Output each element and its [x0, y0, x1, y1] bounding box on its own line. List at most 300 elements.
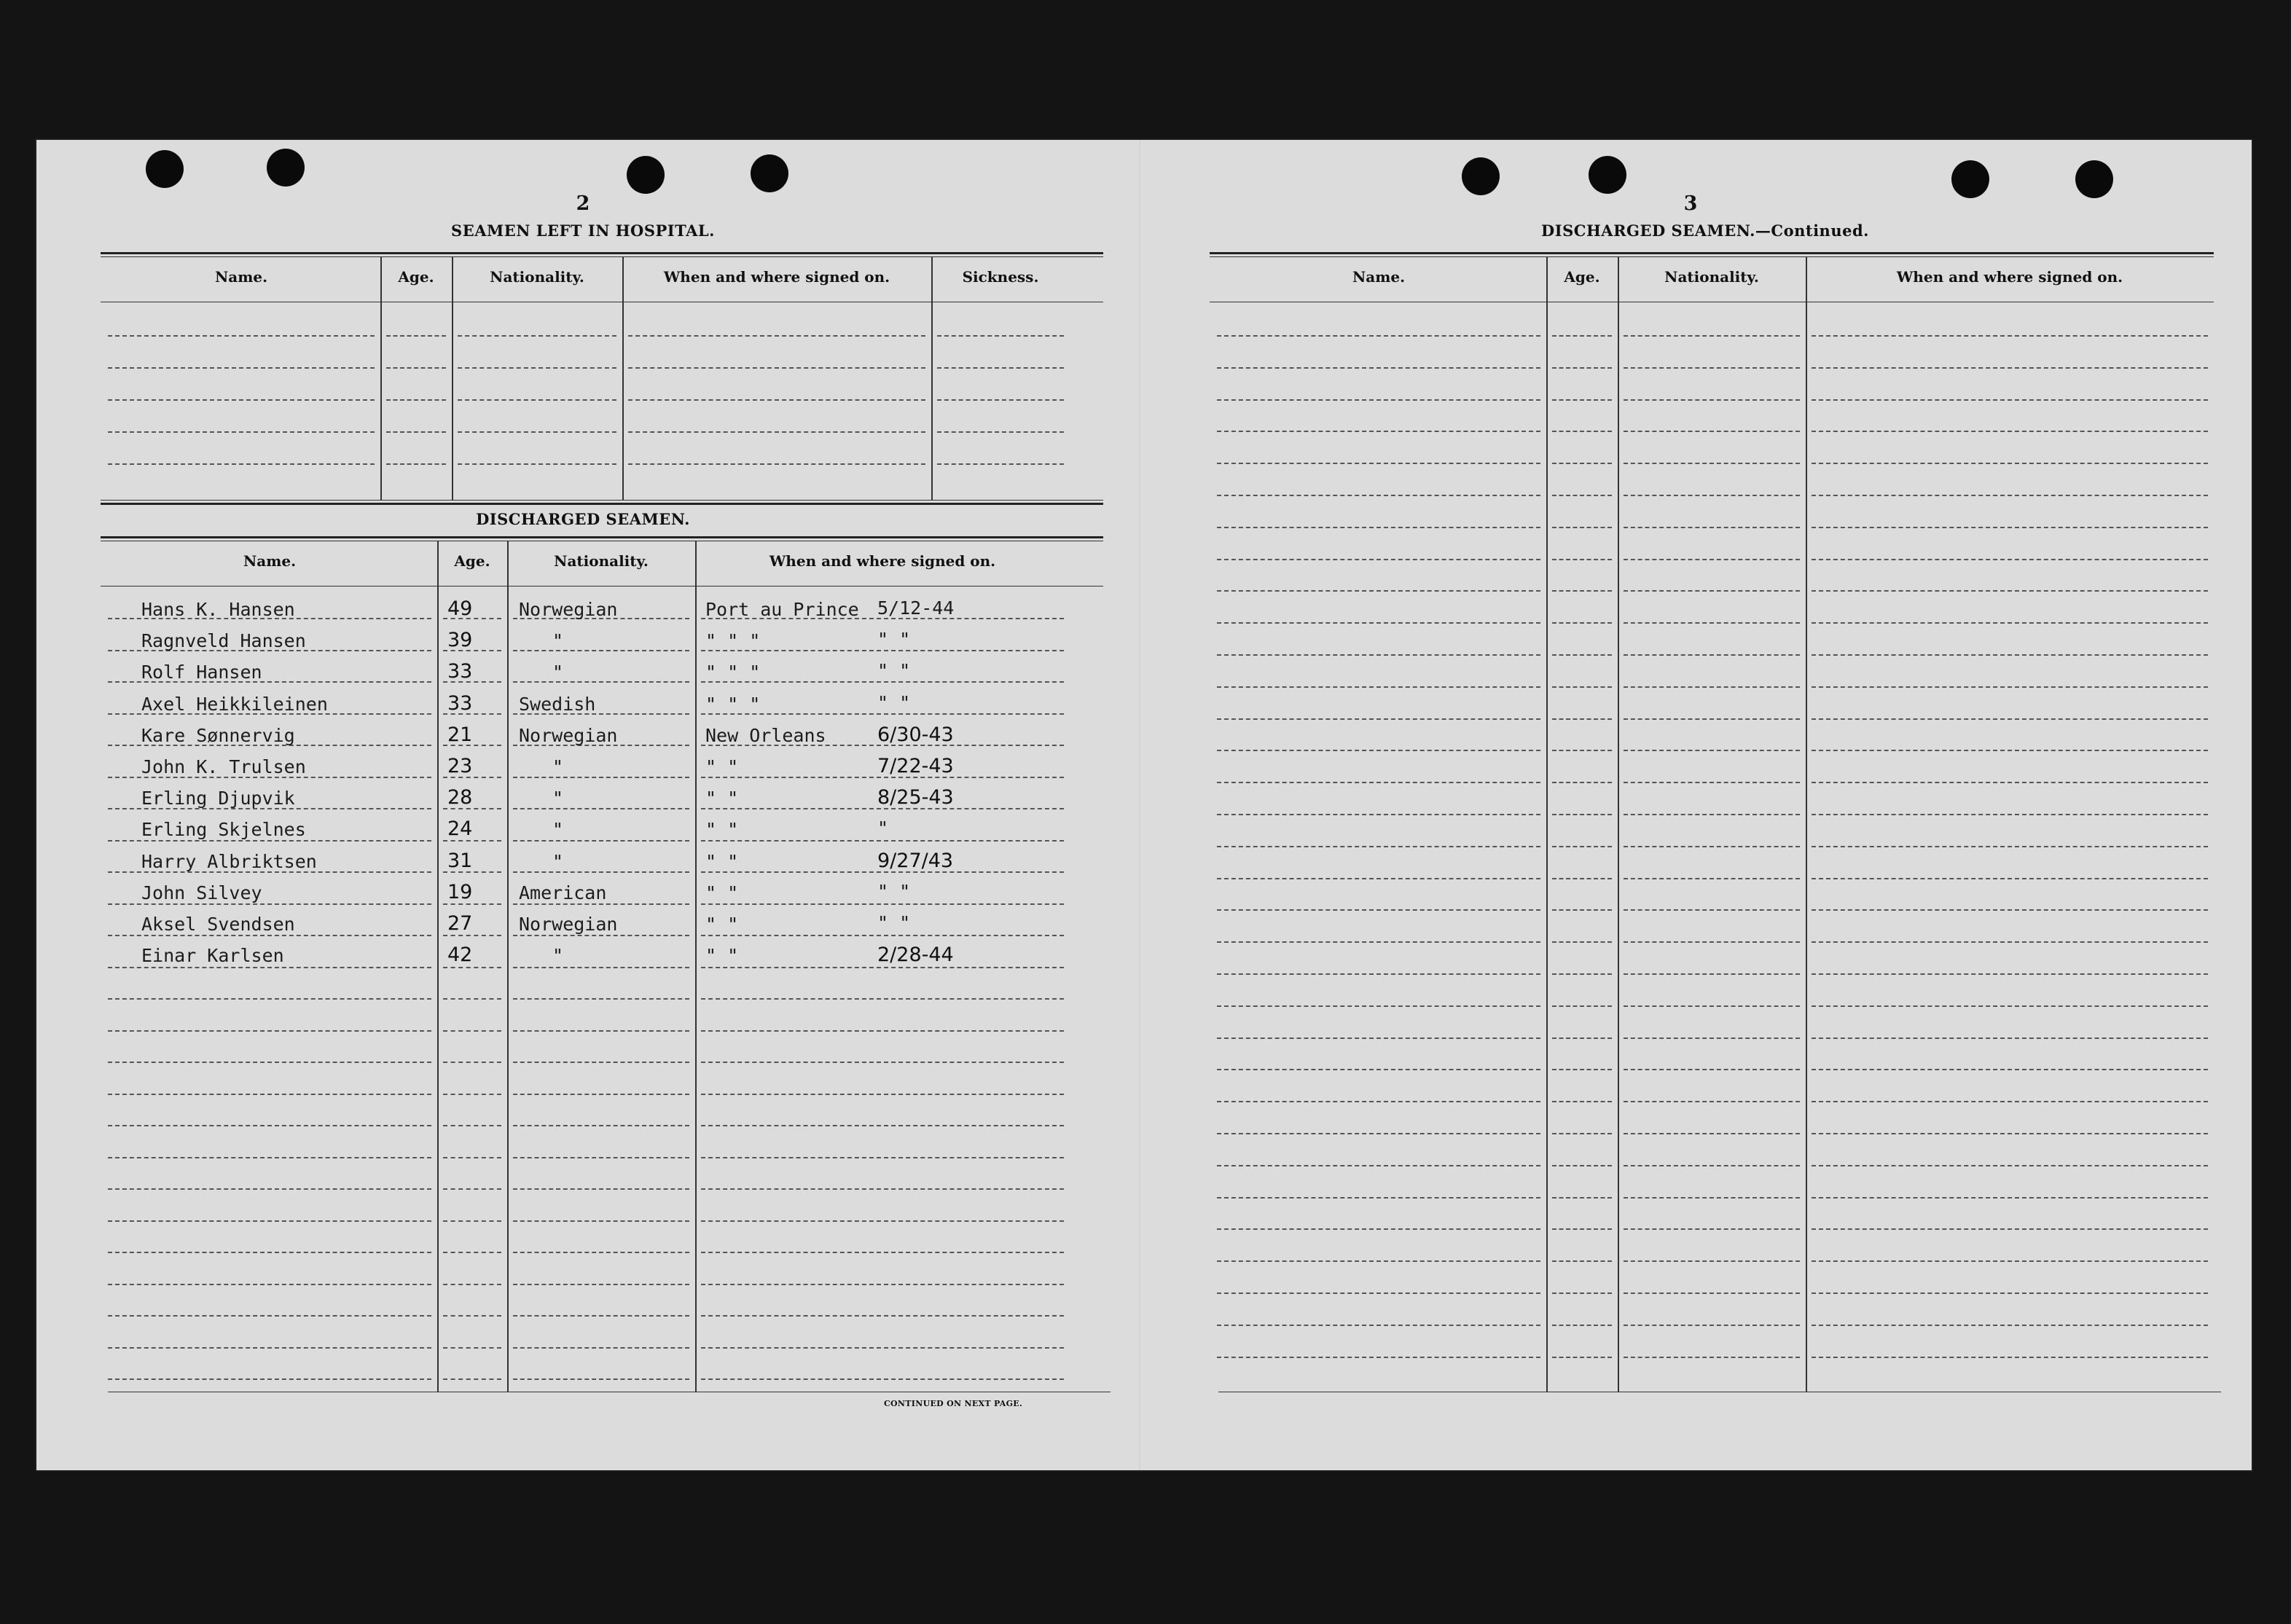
signed-on-place: " " ": [705, 662, 761, 683]
discharged-ruled-line: [108, 840, 431, 842]
right-ruled-line: [1552, 1101, 1612, 1102]
right-ruled-line: [1624, 654, 1800, 656]
discharged-ruled-line: [513, 650, 689, 651]
seaman-nationality: American: [519, 882, 607, 903]
right-ruled-line: [1552, 654, 1612, 656]
discharged-ruled-line: [513, 935, 689, 936]
seaman-name: Ragnveld Hansen: [141, 630, 306, 651]
rule: [1210, 256, 2214, 257]
hospital-ruled-line: [937, 335, 1064, 337]
right-ruled-line: [1812, 1197, 2208, 1199]
right-ruled-line: [1217, 782, 1540, 783]
discharged-ruled-line: [701, 1220, 1064, 1222]
right-ruled-line: [1552, 973, 1612, 975]
punch-hole: [1462, 157, 1500, 195]
discharged-ruled-line: [108, 967, 431, 968]
right-ruled-line: [1552, 527, 1612, 528]
hospital-ruled-line: [386, 463, 446, 465]
hospital-ruled-line: [108, 399, 375, 401]
right-ruled-line: [1217, 1325, 1540, 1326]
right-ruled-line: [1624, 367, 1800, 369]
right-ruled-line: [1624, 1037, 1800, 1039]
right-ruled-line: [1552, 1165, 1612, 1166]
discharged-ruled-line: [701, 935, 1064, 936]
signed-on-place: " ": [705, 945, 739, 966]
rule: [101, 500, 1103, 501]
right-ruled-line: [1624, 941, 1800, 943]
discharged-ruled-line: [443, 1062, 501, 1063]
discharged-ruled-line: [513, 1347, 689, 1349]
discharged-ruled-line: [701, 903, 1064, 905]
discharged-ruled-line: [701, 1125, 1064, 1126]
right-ruled-line: [1217, 495, 1540, 496]
hospital-column-header: Age.: [398, 268, 434, 286]
seaman-name: Aksel Svendsen: [141, 914, 295, 935]
discharged-ruled-line: [701, 840, 1064, 842]
right-ruled-line: [1624, 590, 1800, 592]
right-column-header: Age.: [1564, 268, 1600, 286]
discharged-ruled-line: [701, 1347, 1064, 1349]
right-ruled-line: [1812, 590, 2208, 592]
right-ruled-line: [1624, 846, 1800, 847]
right-ruled-line: [1812, 1165, 2208, 1166]
punch-hole: [2075, 160, 2113, 198]
signed-on-place: " ": [705, 788, 739, 809]
seaman-age: 27: [447, 912, 473, 935]
right-ruled-line: [1624, 878, 1800, 879]
discharged-ruled-line: [513, 1284, 689, 1285]
right-ruled-line: [1217, 559, 1540, 560]
right-ruled-line: [1812, 431, 2208, 432]
discharged-ruled-line: [443, 967, 501, 968]
right-ruled-line: [1624, 495, 1800, 496]
right-ruled-line: [1552, 846, 1612, 847]
right-ruled-line: [1624, 335, 1800, 337]
right-ruled-line: [1552, 1325, 1612, 1326]
discharged-column-header: Name.: [243, 552, 297, 570]
rule: [1210, 252, 2214, 254]
discharged-ruled-line: [108, 1378, 431, 1380]
discharged-ruled-line: [108, 1252, 431, 1253]
discharged-ruled-line: [513, 1252, 689, 1253]
right-ruled-line: [1812, 367, 2208, 369]
right-page-number: 3: [1683, 192, 1698, 215]
right-ruled-line: [1624, 686, 1800, 688]
signed-on-place: " ": [705, 756, 739, 777]
right-ruled-line: [1812, 495, 2208, 496]
rule: [101, 536, 1103, 538]
hospital-column-divider: [931, 256, 933, 500]
discharged-column-divider: [695, 541, 697, 1392]
signed-on-place: " ": [705, 819, 739, 840]
signed-on-place: " ": [705, 851, 739, 872]
signed-on-date: " ": [877, 660, 911, 681]
right-column-divider: [1546, 256, 1548, 1392]
signed-on-date: 7/22-43: [877, 755, 954, 777]
right-ruled-line: [1624, 1005, 1800, 1007]
discharged-ruled-line: [513, 967, 689, 968]
right-ruled-line: [1812, 559, 2208, 560]
discharged-ruled-line: [701, 1188, 1064, 1190]
right-ruled-line: [1812, 814, 2208, 815]
right-ruled-line: [1812, 878, 2208, 879]
seaman-age: 42: [447, 944, 473, 966]
right-ruled-line: [1552, 431, 1612, 432]
discharged-ruled-line: [108, 1094, 431, 1095]
rule: [101, 586, 1103, 587]
discharged-ruled-line: [513, 840, 689, 842]
hospital-ruled-line: [628, 463, 925, 465]
right-ruled-line: [1812, 1037, 2208, 1039]
discharged-ruled-line: [701, 967, 1064, 968]
rule: [101, 256, 1103, 257]
discharged-ruled-line: [513, 1188, 689, 1190]
right-ruled-line: [1624, 973, 1800, 975]
hospital-ruled-line: [937, 463, 1064, 465]
hospital-ruled-line: [458, 367, 616, 369]
punch-hole: [267, 149, 305, 187]
discharged-ruled-line: [443, 1378, 501, 1380]
hospital-ruled-line: [458, 431, 616, 433]
right-ruled-line: [1217, 1357, 1540, 1358]
right-ruled-line: [1552, 878, 1612, 879]
right-ruled-line: [1217, 463, 1540, 464]
continued-note: CONTINUED ON NEXT PAGE.: [884, 1399, 1023, 1408]
right-ruled-line: [1552, 782, 1612, 783]
right-ruled-line: [1217, 973, 1540, 975]
right-ruled-line: [1217, 1197, 1540, 1199]
signed-on-date: " ": [877, 629, 911, 650]
seaman-age: 31: [447, 850, 473, 872]
right-ruled-line: [1217, 1005, 1540, 1007]
right-ruled-line: [1812, 1228, 2208, 1230]
right-ruled-line: [1552, 1292, 1612, 1294]
discharged-ruled-line: [108, 1062, 431, 1063]
right-ruled-line: [1624, 559, 1800, 560]
hospital-section-title: SEAMEN LEFT IN HOSPITAL.: [451, 221, 715, 240]
discharged-ruled-line: [108, 903, 431, 905]
hospital-ruled-line: [628, 335, 925, 337]
right-ruled-line: [1624, 1325, 1800, 1326]
right-ruled-line: [1552, 1260, 1612, 1262]
hospital-column-header: Nationality.: [490, 268, 584, 286]
right-ruled-line: [1812, 654, 2208, 656]
right-section-title: DISCHARGED SEAMEN.—Continued.: [1541, 221, 1869, 240]
seaman-nationality: Norwegian: [519, 599, 618, 620]
right-ruled-line: [1812, 1357, 2208, 1358]
discharged-ruled-line: [513, 998, 689, 1000]
seaman-name: Einar Karlsen: [141, 945, 284, 966]
right-ruled-line: [1624, 1197, 1800, 1199]
right-ruled-line: [1217, 654, 1540, 656]
discharged-ruled-line: [701, 1094, 1064, 1095]
discharged-ruled-line: [108, 1157, 431, 1158]
discharged-ruled-line: [513, 1157, 689, 1158]
right-column-divider: [1806, 256, 1807, 1392]
discharged-ruled-line: [513, 1094, 689, 1095]
seaman-age: 33: [447, 660, 473, 683]
signed-on-date: 9/27/43: [877, 850, 954, 872]
right-ruled-line: [1624, 814, 1800, 815]
discharged-ruled-line: [701, 1252, 1064, 1253]
seaman-nationality: Norwegian: [519, 725, 618, 746]
right-column-header: When and where signed on.: [1896, 268, 2123, 286]
seaman-nationality: Norwegian: [519, 914, 618, 935]
seaman-name: Erling Skjelnes: [141, 819, 306, 840]
hospital-column-header: Sickness.: [962, 268, 1039, 286]
right-ruled-line: [1812, 527, 2208, 528]
hospital-ruled-line: [458, 463, 616, 465]
discharged-ruled-line: [108, 1284, 431, 1285]
seaman-name: Kare Sønnervig: [141, 725, 295, 746]
discharged-ruled-line: [443, 1030, 501, 1032]
seaman-name: Axel Heikkileinen: [141, 694, 328, 715]
right-ruled-line: [1812, 782, 2208, 783]
discharged-ruled-line: [701, 1062, 1064, 1063]
right-ruled-line: [1624, 718, 1800, 720]
discharged-ruled-line: [701, 1157, 1064, 1158]
ledger-sheet: [35, 138, 2253, 1472]
seaman-age: 19: [447, 881, 473, 903]
right-ruled-line: [1217, 1037, 1540, 1039]
hospital-ruled-line: [628, 367, 925, 369]
discharged-ruled-line: [108, 1220, 431, 1222]
right-ruled-line: [1217, 1101, 1540, 1102]
discharged-ruled-line: [513, 1378, 689, 1380]
rule: [101, 503, 1103, 505]
right-ruled-line: [1552, 1069, 1612, 1070]
seaman-nationality: Swedish: [519, 694, 596, 715]
right-column-divider: [1618, 256, 1619, 1392]
discharged-ruled-line: [108, 1188, 431, 1190]
hospital-ruled-line: [386, 399, 446, 401]
hospital-ruled-line: [386, 431, 446, 433]
right-ruled-line: [1812, 1005, 2208, 1007]
right-ruled-line: [1812, 463, 2208, 464]
seaman-age: 49: [447, 597, 473, 620]
discharged-ruled-line: [513, 1125, 689, 1126]
seaman-age: 23: [447, 755, 473, 777]
discharged-ruled-line: [513, 808, 689, 809]
right-ruled-line: [1217, 814, 1540, 815]
right-ruled-line: [1552, 1197, 1612, 1199]
discharged-column-header: When and where signed on.: [769, 552, 996, 570]
discharged-column-header: Age.: [454, 552, 490, 570]
signed-on-place: New Orleans: [705, 725, 826, 746]
right-ruled-line: [1624, 527, 1800, 528]
right-ruled-line: [1217, 686, 1540, 688]
seaman-age: 21: [447, 723, 473, 746]
discharged-ruled-line: [701, 1378, 1064, 1380]
right-ruled-line: [1812, 750, 2208, 751]
right-ruled-line: [1812, 1292, 2208, 1294]
right-ruled-line: [1812, 846, 2208, 847]
right-ruled-line: [1552, 335, 1612, 337]
right-ruled-line: [1624, 909, 1800, 911]
hospital-ruled-line: [628, 431, 925, 433]
discharged-ruled-line: [513, 777, 689, 778]
seaman-age: 28: [447, 786, 473, 809]
right-ruled-line: [1552, 1037, 1612, 1039]
discharged-ruled-line: [443, 903, 501, 905]
right-ruled-line: [1812, 1133, 2208, 1134]
discharged-ruled-line: [701, 998, 1064, 1000]
right-ruled-line: [1624, 750, 1800, 751]
right-ruled-line: [1552, 463, 1612, 464]
signed-on-date: 8/25-43: [877, 786, 954, 809]
signed-on-date: " ": [877, 692, 911, 713]
seaman-nationality: ": [552, 788, 564, 809]
right-ruled-line: [1624, 1228, 1800, 1230]
discharged-ruled-line: [701, 1315, 1064, 1317]
right-ruled-line: [1624, 1260, 1800, 1262]
hospital-column-divider: [380, 256, 382, 500]
right-ruled-line: [1624, 399, 1800, 401]
hospital-ruled-line: [108, 367, 375, 369]
discharged-ruled-line: [443, 1220, 501, 1222]
right-ruled-line: [1552, 1133, 1612, 1134]
right-ruled-line: [1812, 399, 2208, 401]
right-ruled-line: [1624, 431, 1800, 432]
right-ruled-line: [1552, 367, 1612, 369]
right-ruled-line: [1624, 782, 1800, 783]
signed-on-date: 2/28-44: [877, 944, 954, 966]
seaman-name: Hans K. Hansen: [141, 599, 295, 620]
seaman-nationality: ": [552, 851, 564, 872]
right-ruled-line: [1552, 941, 1612, 943]
punch-hole: [751, 154, 788, 192]
discharged-ruled-line: [108, 1125, 431, 1126]
right-ruled-line: [1552, 590, 1612, 592]
right-ruled-line: [1812, 622, 2208, 624]
discharged-ruled-line: [108, 1347, 431, 1349]
right-ruled-line: [1217, 1069, 1540, 1070]
seaman-name: John Silvey: [141, 882, 262, 903]
right-ruled-line: [1552, 495, 1612, 496]
right-ruled-line: [1552, 1228, 1612, 1230]
right-ruled-line: [1624, 1357, 1800, 1358]
discharged-ruled-line: [513, 1315, 689, 1317]
right-ruled-line: [1552, 718, 1612, 720]
discharged-column-divider: [437, 541, 439, 1392]
discharged-ruled-line: [108, 935, 431, 936]
right-ruled-line: [1552, 750, 1612, 751]
seaman-nationality: ": [552, 756, 564, 777]
right-ruled-line: [1217, 846, 1540, 847]
discharged-ruled-line: [443, 1157, 501, 1158]
right-ruled-line: [1217, 399, 1540, 401]
discharged-ruled-line: [443, 1188, 501, 1190]
discharged-ruled-line: [443, 1315, 501, 1317]
hospital-ruled-line: [108, 431, 375, 433]
punch-hole: [1951, 160, 1989, 198]
signed-on-place: " " ": [705, 694, 761, 715]
right-ruled-line: [1624, 622, 1800, 624]
right-ruled-line: [1812, 1069, 2208, 1070]
right-ruled-line: [1552, 559, 1612, 560]
hospital-ruled-line: [628, 399, 925, 401]
seaman-age: 39: [447, 629, 473, 651]
seaman-nationality: ": [552, 945, 564, 966]
discharged-ruled-line: [443, 998, 501, 1000]
discharged-ruled-line: [443, 840, 501, 842]
discharged-ruled-line: [513, 1062, 689, 1063]
punch-hole: [627, 156, 665, 194]
discharged-ruled-line: [513, 681, 689, 683]
right-ruled-line: [1552, 814, 1612, 815]
seaman-name: Rolf Hansen: [141, 662, 262, 683]
right-column-header: Name.: [1352, 268, 1406, 286]
right-ruled-line: [1812, 973, 2208, 975]
right-ruled-line: [1624, 463, 1800, 464]
hospital-ruled-line: [937, 367, 1064, 369]
hospital-ruled-line: [108, 463, 375, 465]
discharged-ruled-line: [513, 903, 689, 905]
right-ruled-line: [1552, 686, 1612, 688]
punch-hole: [146, 150, 184, 188]
discharged-section-title: DISCHARGED SEAMEN.: [476, 510, 690, 528]
right-ruled-line: [1812, 941, 2208, 943]
hospital-ruled-line: [458, 335, 616, 337]
right-ruled-line: [1552, 909, 1612, 911]
right-ruled-line: [1217, 527, 1540, 528]
right-ruled-line: [1217, 590, 1540, 592]
right-ruled-line: [1812, 686, 2208, 688]
right-ruled-line: [1217, 367, 1540, 369]
right-ruled-line: [1624, 1292, 1800, 1294]
signed-on-place: Port au Prince: [705, 599, 859, 620]
right-ruled-line: [1217, 718, 1540, 720]
discharged-ruled-line: [108, 1315, 431, 1317]
right-ruled-line: [1812, 1260, 2208, 1262]
hospital-column-divider: [622, 256, 624, 500]
right-ruled-line: [1812, 909, 2208, 911]
hospital-ruled-line: [386, 367, 446, 369]
discharged-ruled-line: [513, 871, 689, 873]
discharged-ruled-line: [443, 1252, 501, 1253]
seaman-nationality: ": [552, 819, 564, 840]
discharged-ruled-line: [701, 1284, 1064, 1285]
discharged-ruled-line: [108, 1030, 431, 1032]
seaman-nationality: ": [552, 662, 564, 683]
hospital-ruled-line: [937, 399, 1064, 401]
page-fold: [1139, 138, 1140, 1472]
right-ruled-line: [1217, 1260, 1540, 1262]
right-ruled-line: [1552, 622, 1612, 624]
punch-hole: [1589, 156, 1626, 194]
hospital-ruled-line: [386, 335, 446, 337]
signed-on-place: " ": [705, 882, 739, 903]
seaman-age: 33: [447, 692, 473, 715]
left-page-number: 2: [576, 192, 590, 215]
right-column-header: Nationality.: [1664, 268, 1759, 286]
signed-on-date: ": [877, 817, 889, 839]
right-ruled-line: [1812, 718, 2208, 720]
hospital-ruled-line: [937, 431, 1064, 433]
seaman-name: John K. Trulsen: [141, 756, 306, 777]
right-ruled-line: [1217, 878, 1540, 879]
signed-on-date: " ": [877, 881, 911, 902]
signed-on-date: " ": [877, 912, 911, 933]
right-ruled-line: [1217, 431, 1540, 432]
discharged-ruled-line: [443, 1347, 501, 1349]
right-ruled-line: [1624, 1069, 1800, 1070]
right-ruled-line: [1217, 1228, 1540, 1230]
seaman-name: Harry Albriktsen: [141, 851, 317, 872]
right-ruled-line: [1624, 1165, 1800, 1166]
right-ruled-line: [1552, 399, 1612, 401]
hospital-column-divider: [452, 256, 453, 500]
